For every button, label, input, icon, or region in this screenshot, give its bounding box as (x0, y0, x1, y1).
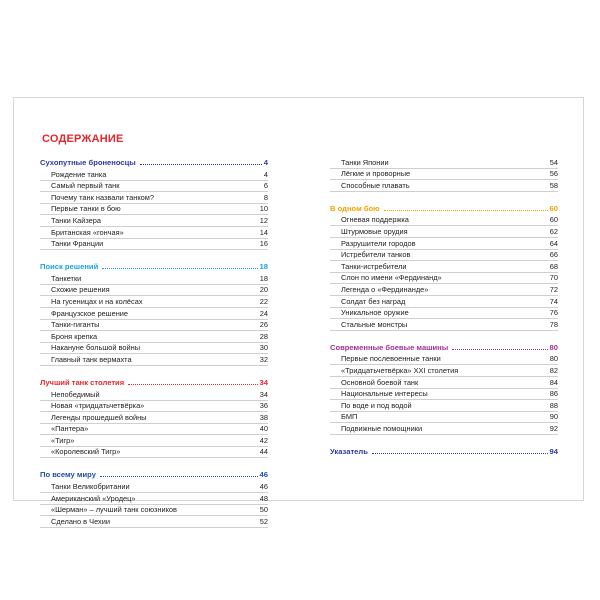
leader-dots (100, 476, 258, 477)
toc-entry[interactable] (40, 505, 268, 517)
section-heading-title: По всему миру (40, 470, 96, 480)
toc-entry-page: 36 (259, 401, 268, 411)
toc-entry[interactable] (40, 412, 268, 424)
toc-entry[interactable] (330, 319, 558, 331)
toc-entry-title: Танки Кайзера (51, 215, 101, 225)
toc-entry[interactable] (40, 227, 268, 239)
toc-entry-title: Национальные интересы (341, 389, 428, 399)
toc-entry-title: Рождение танка (51, 169, 107, 179)
section-heading-title: Указатель (330, 446, 368, 456)
toc-entry-page: 18 (259, 273, 268, 283)
toc-entry[interactable] (40, 273, 268, 285)
toc-entry-page: 64 (549, 238, 558, 248)
toc-entry-title: Самый первый танк (51, 181, 120, 191)
toc-entry-page: 30 (259, 343, 268, 353)
toc-entry-page: 88 (549, 400, 558, 410)
toc-entry-title: БМП (341, 412, 358, 422)
toc-entry-page: 80 (549, 354, 558, 364)
leader-dots (384, 210, 548, 211)
toc-section (330, 157, 558, 192)
toc-entry-page: 16 (259, 239, 268, 249)
toc-entry[interactable] (330, 365, 558, 377)
toc-entry-page: 84 (549, 377, 558, 387)
section-heading-page: 18 (259, 262, 268, 272)
toc-entry-title: Лёгкие и проворные (341, 169, 411, 179)
toc-entry[interactable] (40, 401, 268, 413)
toc-entry-title: Солдат без наград (341, 296, 406, 306)
leader-dots (102, 268, 257, 269)
toc-entry[interactable] (330, 261, 558, 273)
toc-section-heading[interactable] (40, 469, 268, 480)
toc-entry-page: 26 (259, 320, 268, 330)
toc-entry-page: 50 (259, 505, 268, 515)
toc-entry-page: 38 (259, 412, 268, 422)
toc-entry-title: Способные плавать (341, 180, 410, 190)
toc-entry-page: 82 (549, 365, 558, 375)
toc-entry-title: Разрушители городов (341, 238, 416, 248)
toc-entry-title: Сделано в Чехии (51, 516, 110, 526)
toc-entry-page: 32 (259, 354, 268, 364)
toc-entry-title: «Пантера» (51, 424, 89, 434)
toc-entry[interactable] (330, 400, 558, 412)
toc-entry-title: Танки-истребители (341, 261, 407, 271)
toc-entry[interactable] (40, 389, 268, 401)
toc-entry[interactable] (330, 296, 558, 308)
toc-entry-title: Танки Франции (51, 239, 104, 249)
toc-entry[interactable] (330, 377, 558, 389)
toc-entry-title: Первые послевоенные танки (341, 354, 441, 364)
toc-entry-page: 66 (549, 250, 558, 260)
toc-section-heading[interactable] (330, 342, 558, 353)
leader-dots (128, 384, 257, 385)
toc-entry[interactable] (40, 192, 268, 204)
leader-dots (452, 349, 547, 350)
toc-entry-title: Подвижные помощники (341, 423, 423, 433)
toc-column-right (330, 157, 558, 468)
toc-entry-title: Первые танки в бою (51, 204, 121, 214)
toc-entry-title: Танкетки (51, 273, 82, 283)
leader-dots (372, 453, 548, 454)
toc-title: СОДЕРЖАНИЕ (42, 133, 124, 145)
toc-entry[interactable] (40, 285, 268, 297)
toc-entry[interactable] (40, 308, 268, 320)
toc-section-heading[interactable] (40, 261, 268, 272)
section-heading-page: 46 (259, 470, 268, 480)
toc-entry-title: Истребители танков (341, 250, 411, 260)
toc-entry-page: 8 (263, 192, 268, 202)
toc-entry-page: 68 (549, 261, 558, 271)
toc-entry-title: По воде и под водой (341, 400, 412, 410)
toc-entry[interactable] (330, 215, 558, 227)
toc-entry-title: Танки-гиганты (51, 320, 100, 330)
toc-entry[interactable] (40, 447, 268, 459)
toc-entry[interactable] (330, 157, 558, 169)
section-heading-page: 60 (549, 203, 558, 213)
toc-entry-page: 86 (549, 389, 558, 399)
toc-entry-page: 44 (259, 447, 268, 457)
toc-entry[interactable] (40, 481, 268, 493)
toc-entry-page: 46 (259, 482, 268, 492)
toc-entry-page: 6 (263, 181, 268, 191)
toc-entry-page: 74 (549, 296, 558, 306)
toc-section (40, 261, 268, 366)
toc-entry-title: Танки Великобритании (51, 482, 130, 492)
section-heading-page: 94 (549, 446, 558, 456)
toc-section (330, 342, 558, 435)
toc-entry-page: 40 (259, 424, 268, 434)
toc-entry-page: 90 (549, 412, 558, 422)
toc-entry[interactable] (40, 493, 268, 505)
toc-entry-title: «Тридцатьчетвёрка» XXI столетия (341, 365, 459, 375)
toc-entry[interactable] (330, 412, 558, 424)
toc-section-heading[interactable] (40, 377, 268, 388)
toc-section (40, 377, 268, 459)
section-heading-page: 80 (549, 342, 558, 352)
toc-entry-page: 4 (263, 169, 268, 179)
toc-entry[interactable] (330, 238, 558, 250)
toc-entry-title: Броня крепка (51, 331, 98, 341)
toc-entry[interactable] (330, 354, 558, 366)
toc-entry[interactable] (40, 343, 268, 355)
toc-entry-page: 78 (549, 319, 558, 329)
toc-entry-title: Почему танк назвали танком? (51, 192, 154, 202)
toc-entry[interactable] (40, 424, 268, 436)
section-heading-title: Современные боевые машины (330, 342, 449, 352)
toc-entry-page: 42 (259, 435, 268, 445)
toc-section (330, 446, 558, 457)
toc-entry[interactable] (330, 284, 558, 296)
section-heading-page: 34 (259, 377, 268, 387)
toc-entry-page: 10 (259, 204, 268, 214)
leader-dots (140, 164, 262, 165)
toc-entry-title: Штурмовые орудия (341, 226, 408, 236)
toc-entry-page: 24 (259, 308, 268, 318)
toc-entry-title: Легенда о «Фердинанде» (341, 284, 429, 294)
toc-entry-page: 56 (549, 169, 558, 179)
toc-entry-title: Схожие решения (51, 285, 110, 295)
toc-entry-title: «Шерман» – лучший танк союзников (51, 505, 177, 515)
toc-entry[interactable] (330, 423, 558, 435)
toc-entry-page: 14 (259, 227, 268, 237)
toc-entry-page: 62 (549, 226, 558, 236)
toc-entry-title: «Тигр» (51, 435, 75, 445)
toc-entry[interactable] (40, 215, 268, 227)
toc-entry-page: 76 (549, 308, 558, 318)
toc-entry-title: Стальные монстры (341, 319, 408, 329)
toc-entry[interactable] (330, 180, 558, 192)
toc-entry-page: 70 (549, 273, 558, 283)
toc-entry[interactable] (40, 516, 268, 528)
toc-entry-title: Уникальное оружие (341, 308, 409, 318)
toc-entry-page: 52 (259, 516, 268, 526)
section-heading-title: Сухопутные броненосцы (40, 158, 136, 167)
toc-entry-title: Накануне большой войны (51, 343, 141, 353)
toc-entry[interactable] (40, 331, 268, 343)
toc-entry-title: Британская «гончая» (51, 227, 124, 237)
toc-entry[interactable] (40, 204, 268, 216)
toc-entry[interactable] (40, 354, 268, 366)
toc-entry-page: 28 (259, 331, 268, 341)
section-heading-title: Лучший танк столетия (40, 377, 125, 387)
section-heading-page: 4 (263, 158, 268, 167)
toc-entry[interactable] (330, 389, 558, 401)
toc-entry[interactable] (40, 296, 268, 308)
toc-entry-title: Непобедимый (51, 389, 100, 399)
toc-entry-title: Основной боевой танк (341, 377, 419, 387)
toc-entry[interactable] (330, 250, 558, 262)
toc-entry-page: 72 (549, 284, 558, 294)
toc-entry-page: 60 (549, 215, 558, 225)
section-heading-title: Поиск решений (40, 262, 99, 272)
toc-entry-page: 22 (259, 296, 268, 306)
toc-entry-title: На гусеницах и на колёсах (51, 296, 143, 306)
toc-entry-page: 12 (259, 215, 268, 225)
toc-entry-page: 20 (259, 285, 268, 295)
toc-entry-title: Французское решение (51, 308, 129, 318)
toc-section (40, 157, 268, 250)
toc-entry-title: «Королевский Тигр» (51, 447, 121, 457)
toc-column-left (40, 157, 268, 539)
toc-entry-title: Слон по имени «Фердинанд» (341, 273, 442, 283)
toc-section (330, 203, 558, 331)
toc-entry[interactable] (40, 435, 268, 447)
toc-entry-title: Главный танк вермахта (51, 354, 132, 364)
toc-section-heading[interactable] (330, 446, 558, 457)
toc-entry-title: Танки Японии (341, 157, 389, 167)
toc-entry-page: 48 (259, 493, 268, 503)
section-heading-title: В одном бою (330, 203, 380, 213)
toc-section (40, 469, 268, 527)
toc-entry[interactable] (40, 239, 268, 251)
toc-entry[interactable] (40, 320, 268, 332)
toc-entry-title: Огневая поддержка (341, 215, 409, 225)
toc-section-heading[interactable] (40, 157, 268, 168)
toc-entry[interactable] (330, 273, 558, 285)
toc-entry[interactable] (330, 308, 558, 320)
toc-entry-title: Новая «тридцатьчетвёрка» (51, 401, 145, 411)
toc-entry[interactable] (40, 169, 268, 181)
toc-entry[interactable] (40, 181, 268, 193)
toc-entry-page: 54 (549, 157, 558, 167)
toc-entry-page: 92 (549, 423, 558, 433)
toc-entry-title: Американский «Уродец» (51, 493, 136, 503)
toc-entry[interactable] (330, 169, 558, 181)
toc-entry-page: 58 (549, 180, 558, 190)
toc-entry-title: Легенды прошедшей войны (51, 412, 147, 422)
toc-entry-page: 34 (259, 389, 268, 399)
toc-entry[interactable] (330, 226, 558, 238)
toc-section-heading[interactable] (330, 203, 558, 214)
